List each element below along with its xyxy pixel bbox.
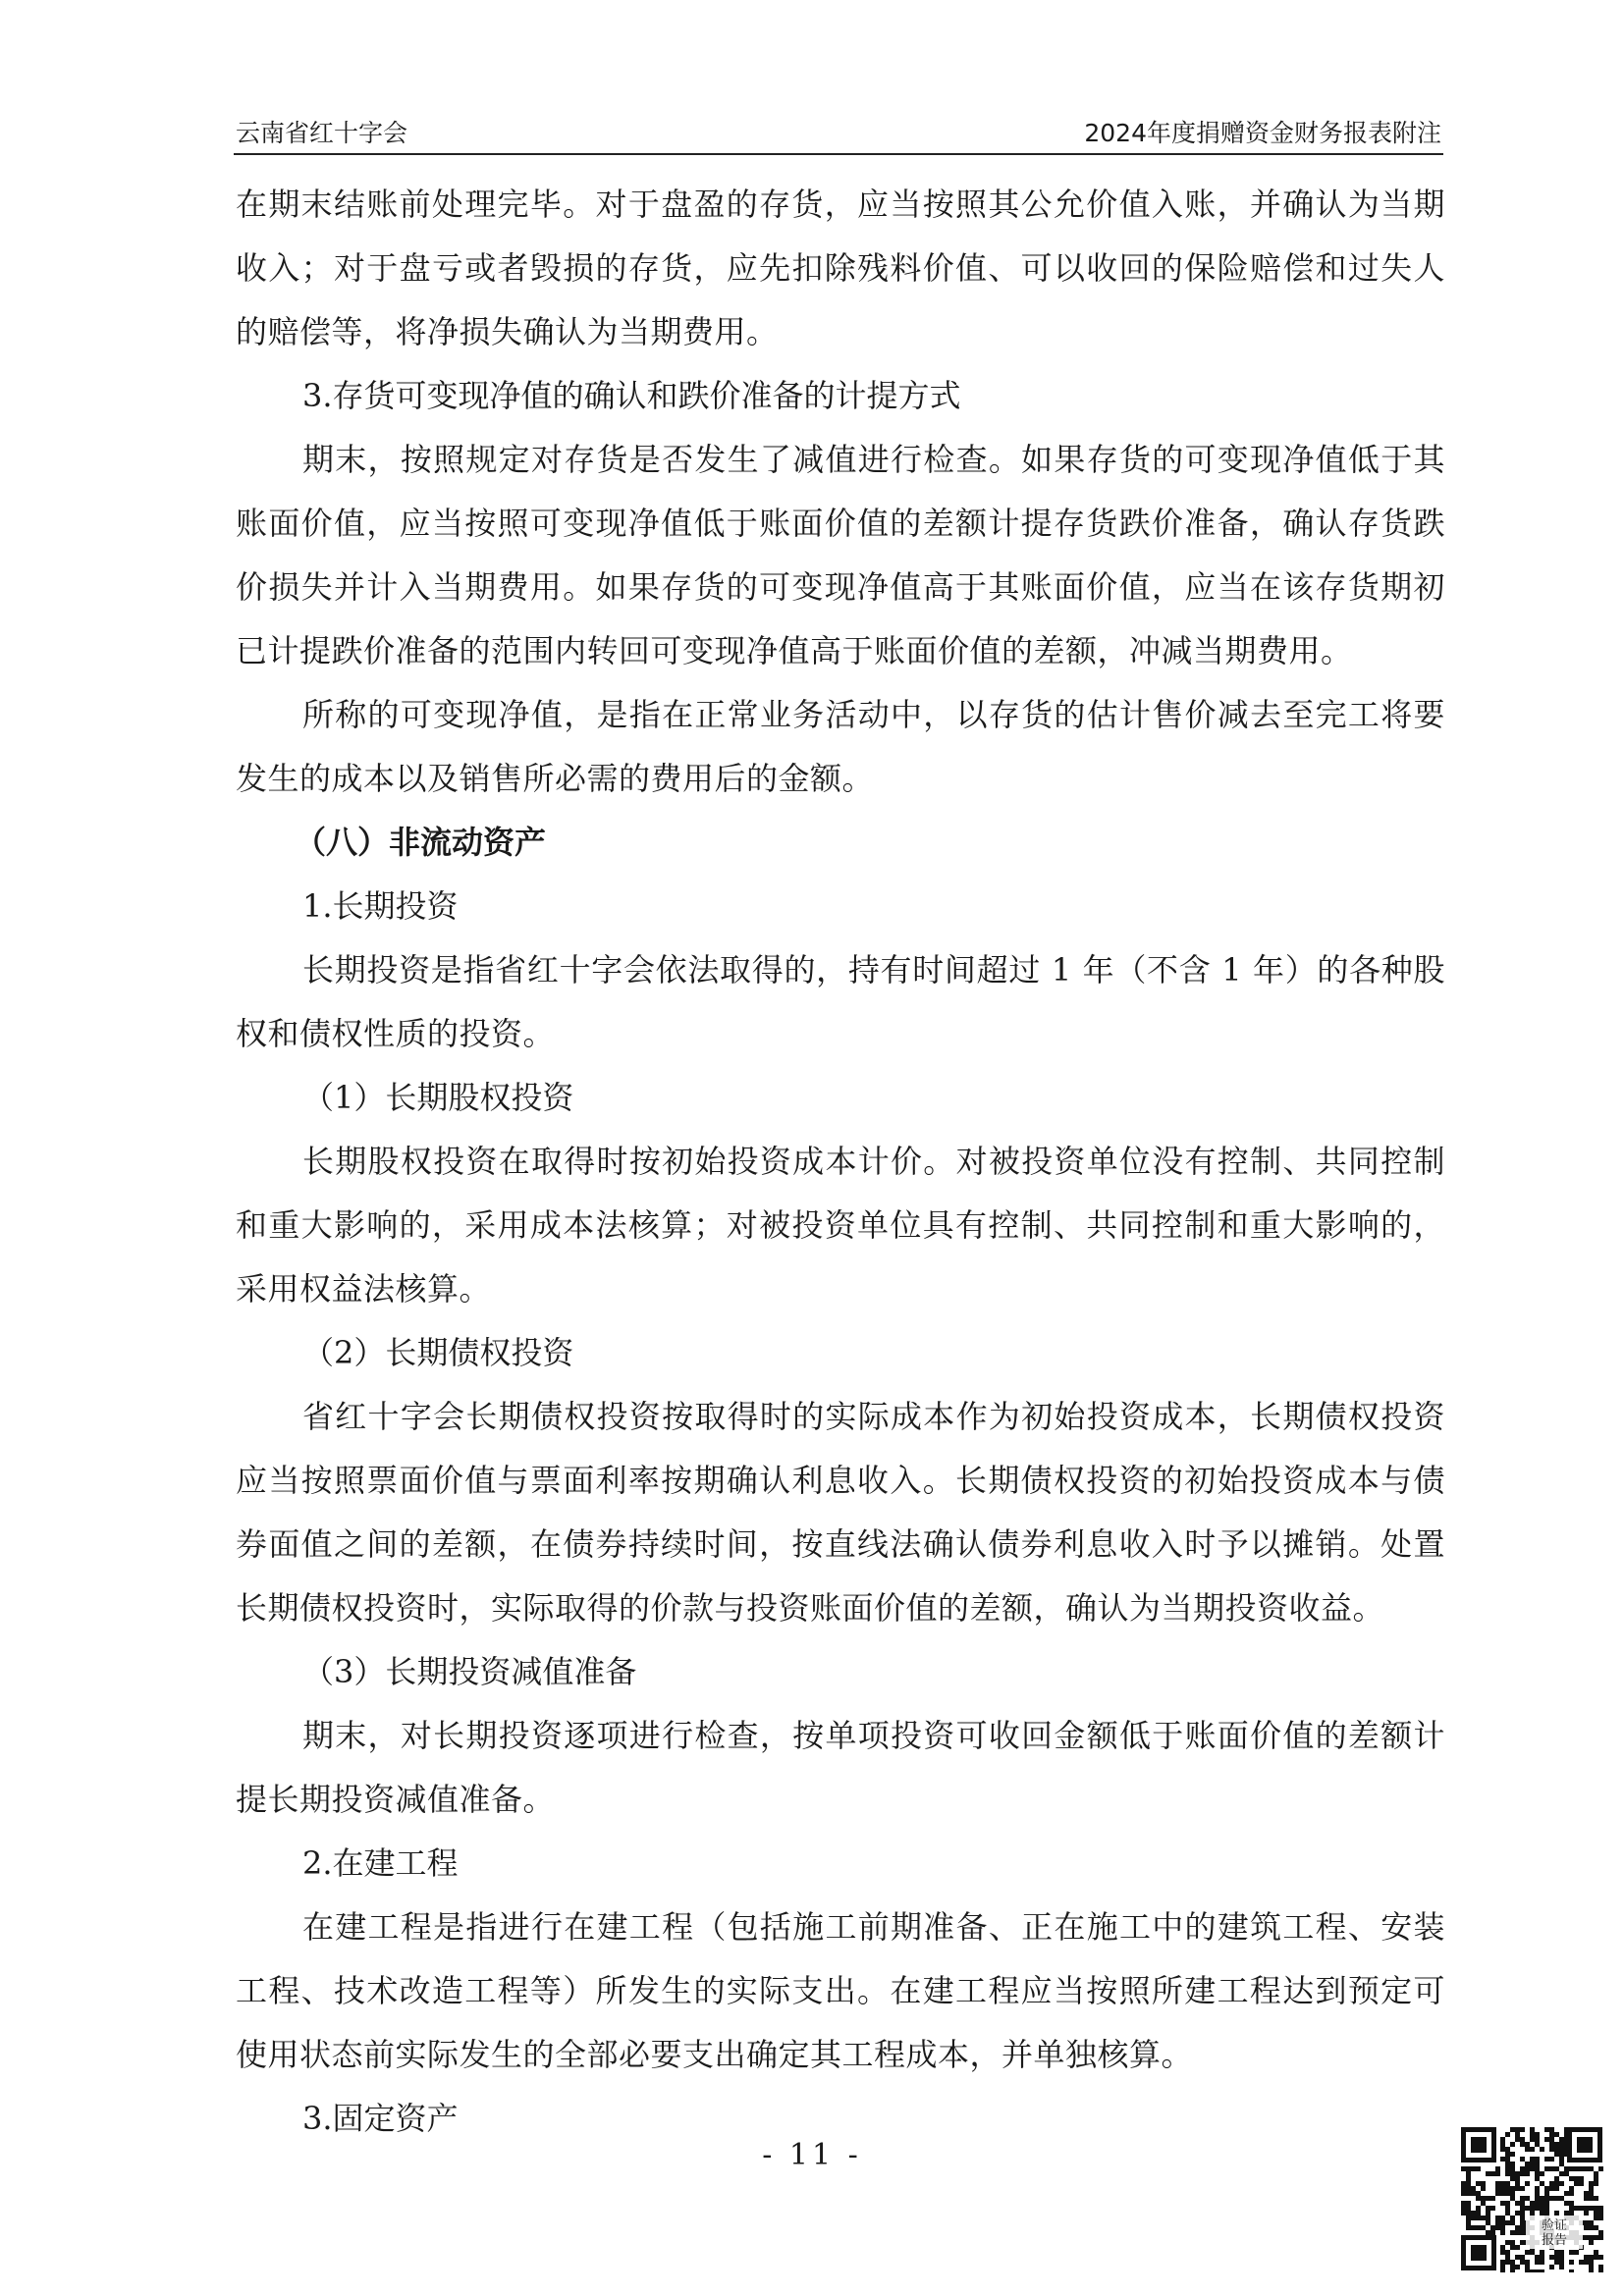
heading-equity-investment: （1）长期股权投资 xyxy=(302,1079,574,1116)
paragraph-long-term-investment: 长期投资是指省红十字会依法取得的，持有时间超过 1 年（不含 1 年）的各种股权和债权性质的投资。 xyxy=(236,951,1445,1052)
heading-investment-impairment: （3）长期投资减值准备 xyxy=(302,1653,637,1690)
heading-construction-in-progress: 2.在建工程 xyxy=(302,1844,459,1882)
paragraph-inventory-count-continued: 在期末结账前处理完毕。对于盘盈的存货，应当按照其公允价值入账，并确认为当期收入；对于盘亏或者毁损的存货，应先扣除残料价值、可以收回的保险赔偿和过失人的赔偿等，将净损失确认为当期费用。 xyxy=(236,186,1445,350)
svg-text:报告: 报告 xyxy=(1541,2233,1568,2248)
svg-text:验证: 验证 xyxy=(1541,2218,1568,2233)
heading-fixed-assets: 3.固定资产 xyxy=(302,2100,459,2137)
paragraph-debt-investment: 省红十字会长期债权投资按取得时的实际成本作为初始投资成本，长期债权投资应当按照票面价值与票面利率按期确认利息收入。长期债权投资的初始投资成本与债券面值之间的差额，在债券持续时间，按直线法确认债券利息收入时予以摊销。处置长期债权投资时，实际取得的价款与投资账面价值的差额，确认为当期投资收益。 xyxy=(236,1398,1445,1627)
heading-inventory-nrv: 3.存货可变现净值的确认和跌价准备的计提方式 xyxy=(302,377,961,414)
paragraph-construction-in-progress: 在建工程是指进行在建工程（包括施工前期准备、正在施工中的建筑工程、安装工程、技术改造工程等）所发生的实际支出。在建工程应当按照所建工程达到预定可使用状态前实际发生的全部必要支出确定其工程成本，并单独核算。 xyxy=(236,1908,1445,2073)
heading-debt-investment: （2）长期债权投资 xyxy=(302,1334,574,1371)
page-number: - 11 - xyxy=(762,2138,862,2172)
paragraph-investment-impairment: 期末，对长期投资逐项进行检查，按单项投资可收回金额低于账面价值的差额计提长期投资减值准备。 xyxy=(236,1717,1445,1818)
verification-qr-code-icon xyxy=(1459,2125,1604,2272)
paragraph-inventory-impairment: 期末，按照规定对存货是否发生了减值进行检查。如果存货的可变现净值低于其账面价值，应当按照可变现净值低于账面价值的差额计提存货跌价准备，确认存货跌价损失并计入当期费用。如果存货的可变现净值高于其账面价值，应当在该存货期初已计提跌价准备的范围内转回可变现净值高于账面价值的差额，冲减当期费用。 xyxy=(236,441,1445,669)
heading-long-term-investment: 1.长期投资 xyxy=(302,887,459,925)
paragraph-equity-investment: 长期股权投资在取得时按初始投资成本计价。对被投资单位没有控制、共同控制和重大影响的，采用成本法核算；对被投资单位具有控制、共同控制和重大影响的，采用权益法核算。 xyxy=(236,1143,1445,1308)
running-header xyxy=(234,110,1443,155)
header-rule xyxy=(234,153,1443,155)
paragraph-nrv-definition: 所称的可变现净值，是指在正常业务活动中，以存货的估计售价减去至完工将要发生的成本以及销售所必需的费用后的金额。 xyxy=(236,696,1445,797)
header-document-title: 2024年度捐赠资金财务报表附注 xyxy=(1084,119,1441,147)
header-organization: 云南省红十字会 xyxy=(236,119,408,147)
page-body xyxy=(236,173,1445,2151)
heading-non-current-assets: （八）非流动资产 xyxy=(295,824,547,861)
